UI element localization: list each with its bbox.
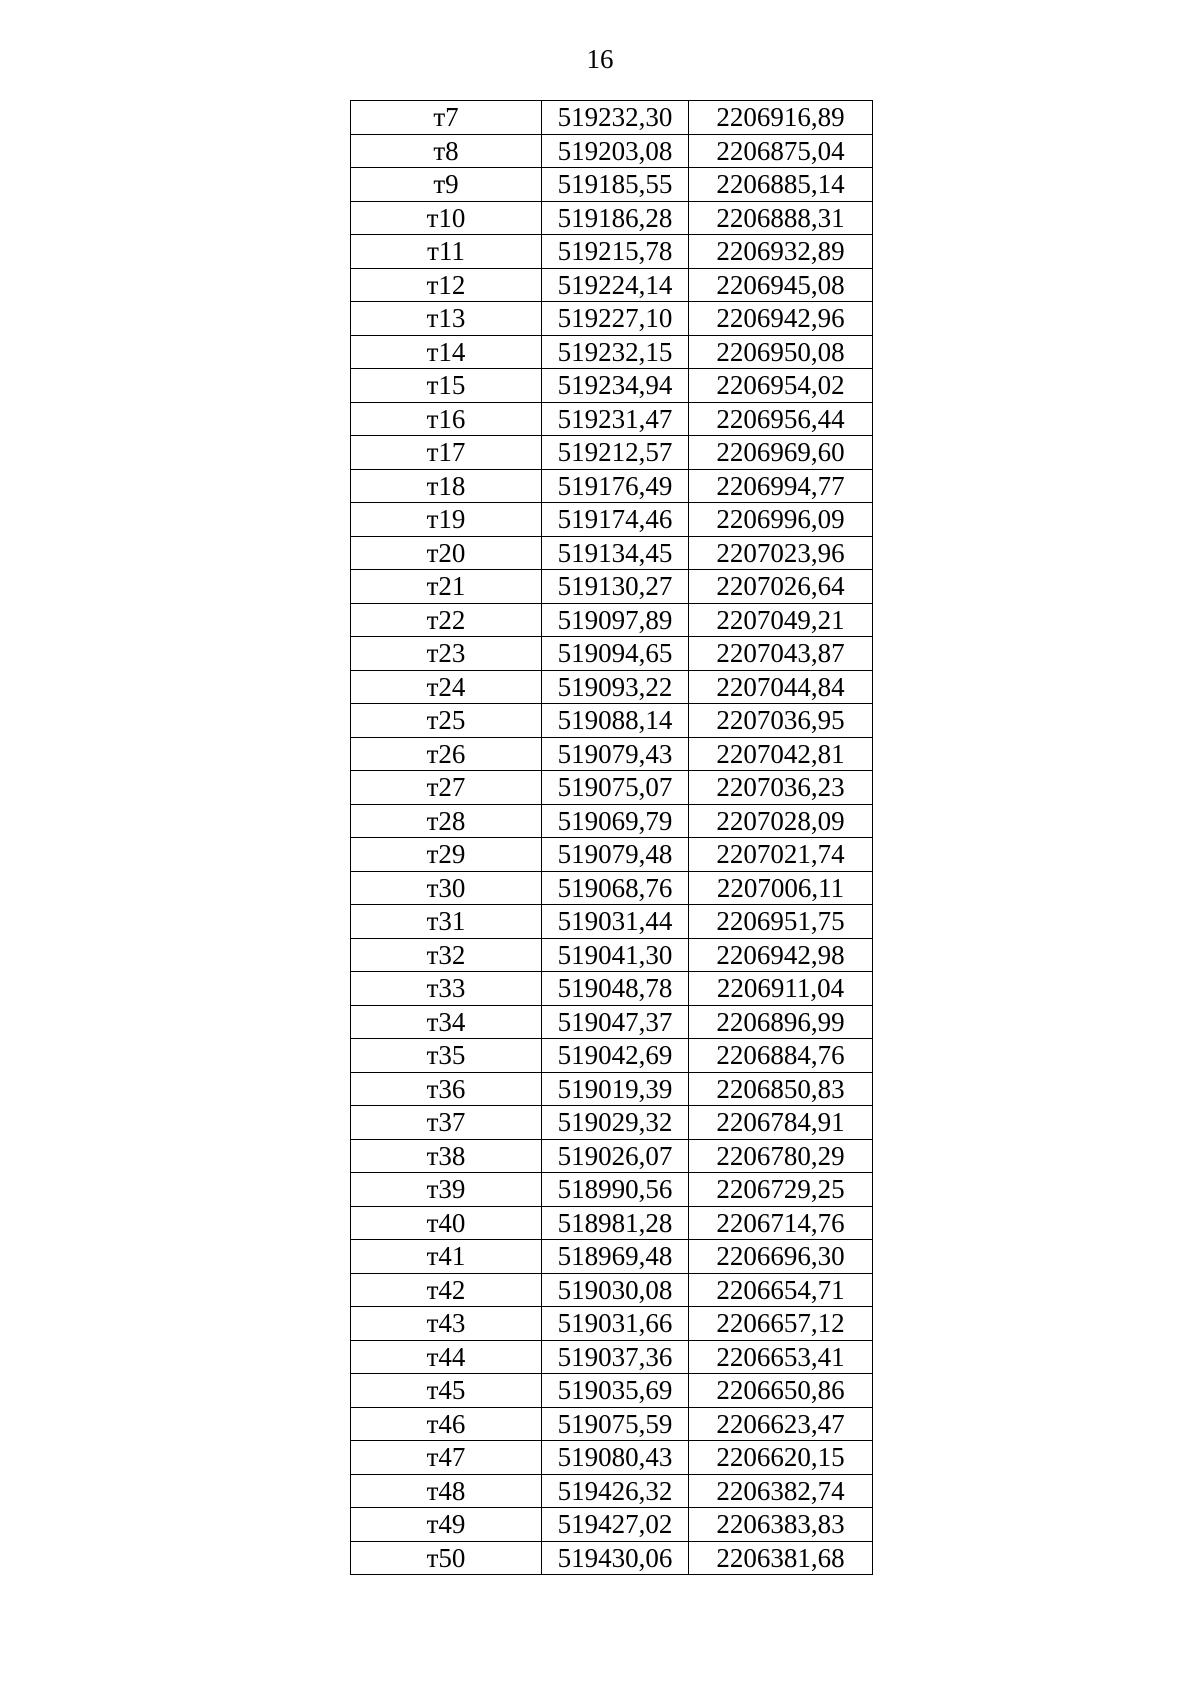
point-label-cell: т31 bbox=[351, 905, 542, 939]
y-coordinate-cell: 2207028,09 bbox=[689, 804, 873, 838]
x-coordinate-cell: 519047,37 bbox=[542, 1005, 689, 1039]
point-label-cell: т9 bbox=[351, 168, 542, 202]
x-coordinate-cell: 519215,78 bbox=[542, 235, 689, 269]
y-coordinate-cell: 2207006,11 bbox=[689, 871, 873, 905]
point-label-cell: т46 bbox=[351, 1407, 542, 1441]
y-coordinate-cell: 2206382,74 bbox=[689, 1474, 873, 1508]
table-row bbox=[351, 235, 873, 269]
point-label-cell: т41 bbox=[351, 1240, 542, 1274]
y-coordinate-cell: 2206884,76 bbox=[689, 1039, 873, 1073]
y-coordinate-cell: 2206896,99 bbox=[689, 1005, 873, 1039]
point-label-cell: т38 bbox=[351, 1139, 542, 1173]
point-label-cell: т26 bbox=[351, 737, 542, 771]
x-coordinate-cell: 519097,89 bbox=[542, 603, 689, 637]
x-coordinate-cell: 519203,08 bbox=[542, 134, 689, 168]
y-coordinate-cell: 2206969,60 bbox=[689, 436, 873, 470]
table-row bbox=[351, 871, 873, 905]
x-coordinate-cell: 519048,78 bbox=[542, 972, 689, 1006]
y-coordinate-cell: 2207043,87 bbox=[689, 637, 873, 671]
x-coordinate-cell: 519037,36 bbox=[542, 1340, 689, 1374]
point-label-cell: т45 bbox=[351, 1374, 542, 1408]
x-coordinate-cell: 519130,27 bbox=[542, 570, 689, 604]
x-coordinate-cell: 519185,55 bbox=[542, 168, 689, 202]
point-label-cell: т11 bbox=[351, 235, 542, 269]
y-coordinate-cell: 2206956,44 bbox=[689, 402, 873, 436]
y-coordinate-cell: 2206942,98 bbox=[689, 938, 873, 972]
y-coordinate-cell: 2206994,77 bbox=[689, 469, 873, 503]
x-coordinate-cell: 519069,79 bbox=[542, 804, 689, 838]
x-coordinate-cell: 519088,14 bbox=[542, 704, 689, 738]
point-label-cell: т34 bbox=[351, 1005, 542, 1039]
y-coordinate-cell: 2206950,08 bbox=[689, 335, 873, 369]
y-coordinate-cell: 2206954,02 bbox=[689, 369, 873, 403]
x-coordinate-cell: 519075,07 bbox=[542, 771, 689, 805]
y-coordinate-cell: 2206383,83 bbox=[689, 1508, 873, 1542]
x-coordinate-cell: 519227,10 bbox=[542, 302, 689, 336]
x-coordinate-cell: 519232,15 bbox=[542, 335, 689, 369]
table-row bbox=[351, 1374, 873, 1408]
table-row bbox=[351, 402, 873, 436]
x-coordinate-cell: 519079,48 bbox=[542, 838, 689, 872]
table-row bbox=[351, 737, 873, 771]
y-coordinate-cell: 2206654,71 bbox=[689, 1273, 873, 1307]
x-coordinate-cell: 519426,32 bbox=[542, 1474, 689, 1508]
x-coordinate-cell: 519042,69 bbox=[542, 1039, 689, 1073]
point-label-cell: т29 bbox=[351, 838, 542, 872]
table-row bbox=[351, 972, 873, 1006]
point-label-cell: т40 bbox=[351, 1206, 542, 1240]
x-coordinate-cell: 519068,76 bbox=[542, 871, 689, 905]
x-coordinate-cell: 519019,39 bbox=[542, 1072, 689, 1106]
table-row bbox=[351, 536, 873, 570]
x-coordinate-cell: 519134,45 bbox=[542, 536, 689, 570]
y-coordinate-cell: 2207036,23 bbox=[689, 771, 873, 805]
table-row bbox=[351, 335, 873, 369]
y-coordinate-cell: 2207026,64 bbox=[689, 570, 873, 604]
point-label-cell: т16 bbox=[351, 402, 542, 436]
y-coordinate-cell: 2207036,95 bbox=[689, 704, 873, 738]
point-label-cell: т21 bbox=[351, 570, 542, 604]
y-coordinate-cell: 2206620,15 bbox=[689, 1441, 873, 1475]
table-row bbox=[351, 101, 873, 135]
table-row bbox=[351, 1541, 873, 1575]
y-coordinate-cell: 2206780,29 bbox=[689, 1139, 873, 1173]
table-row bbox=[351, 436, 873, 470]
x-coordinate-cell: 519430,06 bbox=[542, 1541, 689, 1575]
y-coordinate-cell: 2206945,08 bbox=[689, 268, 873, 302]
table-row bbox=[351, 570, 873, 604]
point-label-cell: т24 bbox=[351, 670, 542, 704]
table-row bbox=[351, 134, 873, 168]
y-coordinate-cell: 2206714,76 bbox=[689, 1206, 873, 1240]
point-label-cell: т13 bbox=[351, 302, 542, 336]
point-label-cell: т30 bbox=[351, 871, 542, 905]
x-coordinate-cell: 519041,30 bbox=[542, 938, 689, 972]
y-coordinate-cell: 2206696,30 bbox=[689, 1240, 873, 1274]
y-coordinate-cell: 2206784,91 bbox=[689, 1106, 873, 1140]
x-coordinate-cell: 519031,44 bbox=[542, 905, 689, 939]
point-label-cell: т43 bbox=[351, 1307, 542, 1341]
point-label-cell: т19 bbox=[351, 503, 542, 537]
table-row bbox=[351, 1240, 873, 1274]
y-coordinate-cell: 2207023,96 bbox=[689, 536, 873, 570]
x-coordinate-cell: 519026,07 bbox=[542, 1139, 689, 1173]
page-number: 16 bbox=[586, 44, 614, 74]
point-label-cell: т49 bbox=[351, 1508, 542, 1542]
x-coordinate-cell: 519212,57 bbox=[542, 436, 689, 470]
y-coordinate-cell: 2206942,96 bbox=[689, 302, 873, 336]
x-coordinate-cell: 518990,56 bbox=[542, 1173, 689, 1207]
x-coordinate-cell: 519186,28 bbox=[542, 201, 689, 235]
point-label-cell: т14 bbox=[351, 335, 542, 369]
y-coordinate-cell: 2206885,14 bbox=[689, 168, 873, 202]
point-label-cell: т8 bbox=[351, 134, 542, 168]
x-coordinate-cell: 519427,02 bbox=[542, 1508, 689, 1542]
y-coordinate-cell: 2206911,04 bbox=[689, 972, 873, 1006]
table-row bbox=[351, 168, 873, 202]
x-coordinate-cell: 519080,43 bbox=[542, 1441, 689, 1475]
point-label-cell: т12 bbox=[351, 268, 542, 302]
table-row bbox=[351, 1340, 873, 1374]
table-row bbox=[351, 603, 873, 637]
y-coordinate-cell: 2207044,84 bbox=[689, 670, 873, 704]
x-coordinate-cell: 519232,30 bbox=[542, 101, 689, 135]
table-row bbox=[351, 1139, 873, 1173]
x-coordinate-cell: 519075,59 bbox=[542, 1407, 689, 1441]
coordinates-table bbox=[350, 100, 873, 1575]
y-coordinate-cell: 2206996,09 bbox=[689, 503, 873, 537]
x-coordinate-cell: 519174,46 bbox=[542, 503, 689, 537]
table-row bbox=[351, 503, 873, 537]
y-coordinate-cell: 2206623,47 bbox=[689, 1407, 873, 1441]
table-row bbox=[351, 1005, 873, 1039]
y-coordinate-cell: 2207049,21 bbox=[689, 603, 873, 637]
table-row bbox=[351, 804, 873, 838]
table-row bbox=[351, 1474, 873, 1508]
table-row bbox=[351, 1407, 873, 1441]
table-row bbox=[351, 369, 873, 403]
table-row bbox=[351, 938, 873, 972]
table-row bbox=[351, 905, 873, 939]
x-coordinate-cell: 519093,22 bbox=[542, 670, 689, 704]
table-row bbox=[351, 201, 873, 235]
table-row bbox=[351, 1106, 873, 1140]
table-row bbox=[351, 704, 873, 738]
table-row bbox=[351, 1072, 873, 1106]
point-label-cell: т44 bbox=[351, 1340, 542, 1374]
point-label-cell: т15 bbox=[351, 369, 542, 403]
point-label-cell: т47 bbox=[351, 1441, 542, 1475]
table-row bbox=[351, 1441, 873, 1475]
table-row bbox=[351, 1508, 873, 1542]
table-row bbox=[351, 1039, 873, 1073]
x-coordinate-cell: 518981,28 bbox=[542, 1206, 689, 1240]
point-label-cell: т10 bbox=[351, 201, 542, 235]
y-coordinate-cell: 2206653,41 bbox=[689, 1340, 873, 1374]
x-coordinate-cell: 519029,32 bbox=[542, 1106, 689, 1140]
point-label-cell: т42 bbox=[351, 1273, 542, 1307]
y-coordinate-cell: 2207042,81 bbox=[689, 737, 873, 771]
x-coordinate-cell: 519231,47 bbox=[542, 402, 689, 436]
x-coordinate-cell: 519031,66 bbox=[542, 1307, 689, 1341]
table-row bbox=[351, 268, 873, 302]
y-coordinate-cell: 2206932,89 bbox=[689, 235, 873, 269]
point-label-cell: т33 bbox=[351, 972, 542, 1006]
point-label-cell: т37 bbox=[351, 1106, 542, 1140]
table-row bbox=[351, 469, 873, 503]
point-label-cell: т39 bbox=[351, 1173, 542, 1207]
table-row bbox=[351, 1273, 873, 1307]
y-coordinate-cell: 2206888,31 bbox=[689, 201, 873, 235]
y-coordinate-cell: 2206916,89 bbox=[689, 101, 873, 135]
y-coordinate-cell: 2206650,86 bbox=[689, 1374, 873, 1408]
point-label-cell: т28 bbox=[351, 804, 542, 838]
point-label-cell: т50 bbox=[351, 1541, 542, 1575]
y-coordinate-cell: 2206951,75 bbox=[689, 905, 873, 939]
point-label-cell: т20 bbox=[351, 536, 542, 570]
table-row bbox=[351, 1206, 873, 1240]
point-label-cell: т35 bbox=[351, 1039, 542, 1073]
table-row bbox=[351, 670, 873, 704]
x-coordinate-cell: 519030,08 bbox=[542, 1273, 689, 1307]
y-coordinate-cell: 2206657,12 bbox=[689, 1307, 873, 1341]
y-coordinate-cell: 2206729,25 bbox=[689, 1173, 873, 1207]
table-row bbox=[351, 838, 873, 872]
table-row bbox=[351, 1307, 873, 1341]
point-label-cell: т48 bbox=[351, 1474, 542, 1508]
point-label-cell: т7 bbox=[351, 101, 542, 135]
y-coordinate-cell: 2206875,04 bbox=[689, 134, 873, 168]
y-coordinate-cell: 2206381,68 bbox=[689, 1541, 873, 1575]
coordinates-table-body bbox=[351, 101, 873, 1575]
table-row bbox=[351, 771, 873, 805]
point-label-cell: т36 bbox=[351, 1072, 542, 1106]
x-coordinate-cell: 519035,69 bbox=[542, 1374, 689, 1408]
point-label-cell: т17 bbox=[351, 436, 542, 470]
point-label-cell: т22 bbox=[351, 603, 542, 637]
point-label-cell: т25 bbox=[351, 704, 542, 738]
x-coordinate-cell: 519224,14 bbox=[542, 268, 689, 302]
x-coordinate-cell: 518969,48 bbox=[542, 1240, 689, 1274]
point-label-cell: т32 bbox=[351, 938, 542, 972]
table-row bbox=[351, 637, 873, 671]
y-coordinate-cell: 2207021,74 bbox=[689, 838, 873, 872]
point-label-cell: т27 bbox=[351, 771, 542, 805]
x-coordinate-cell: 519094,65 bbox=[542, 637, 689, 671]
x-coordinate-cell: 519234,94 bbox=[542, 369, 689, 403]
table-row bbox=[351, 302, 873, 336]
y-coordinate-cell: 2206850,83 bbox=[689, 1072, 873, 1106]
point-label-cell: т18 bbox=[351, 469, 542, 503]
x-coordinate-cell: 519176,49 bbox=[542, 469, 689, 503]
table-row bbox=[351, 1173, 873, 1207]
x-coordinate-cell: 519079,43 bbox=[542, 737, 689, 771]
point-label-cell: т23 bbox=[351, 637, 542, 671]
